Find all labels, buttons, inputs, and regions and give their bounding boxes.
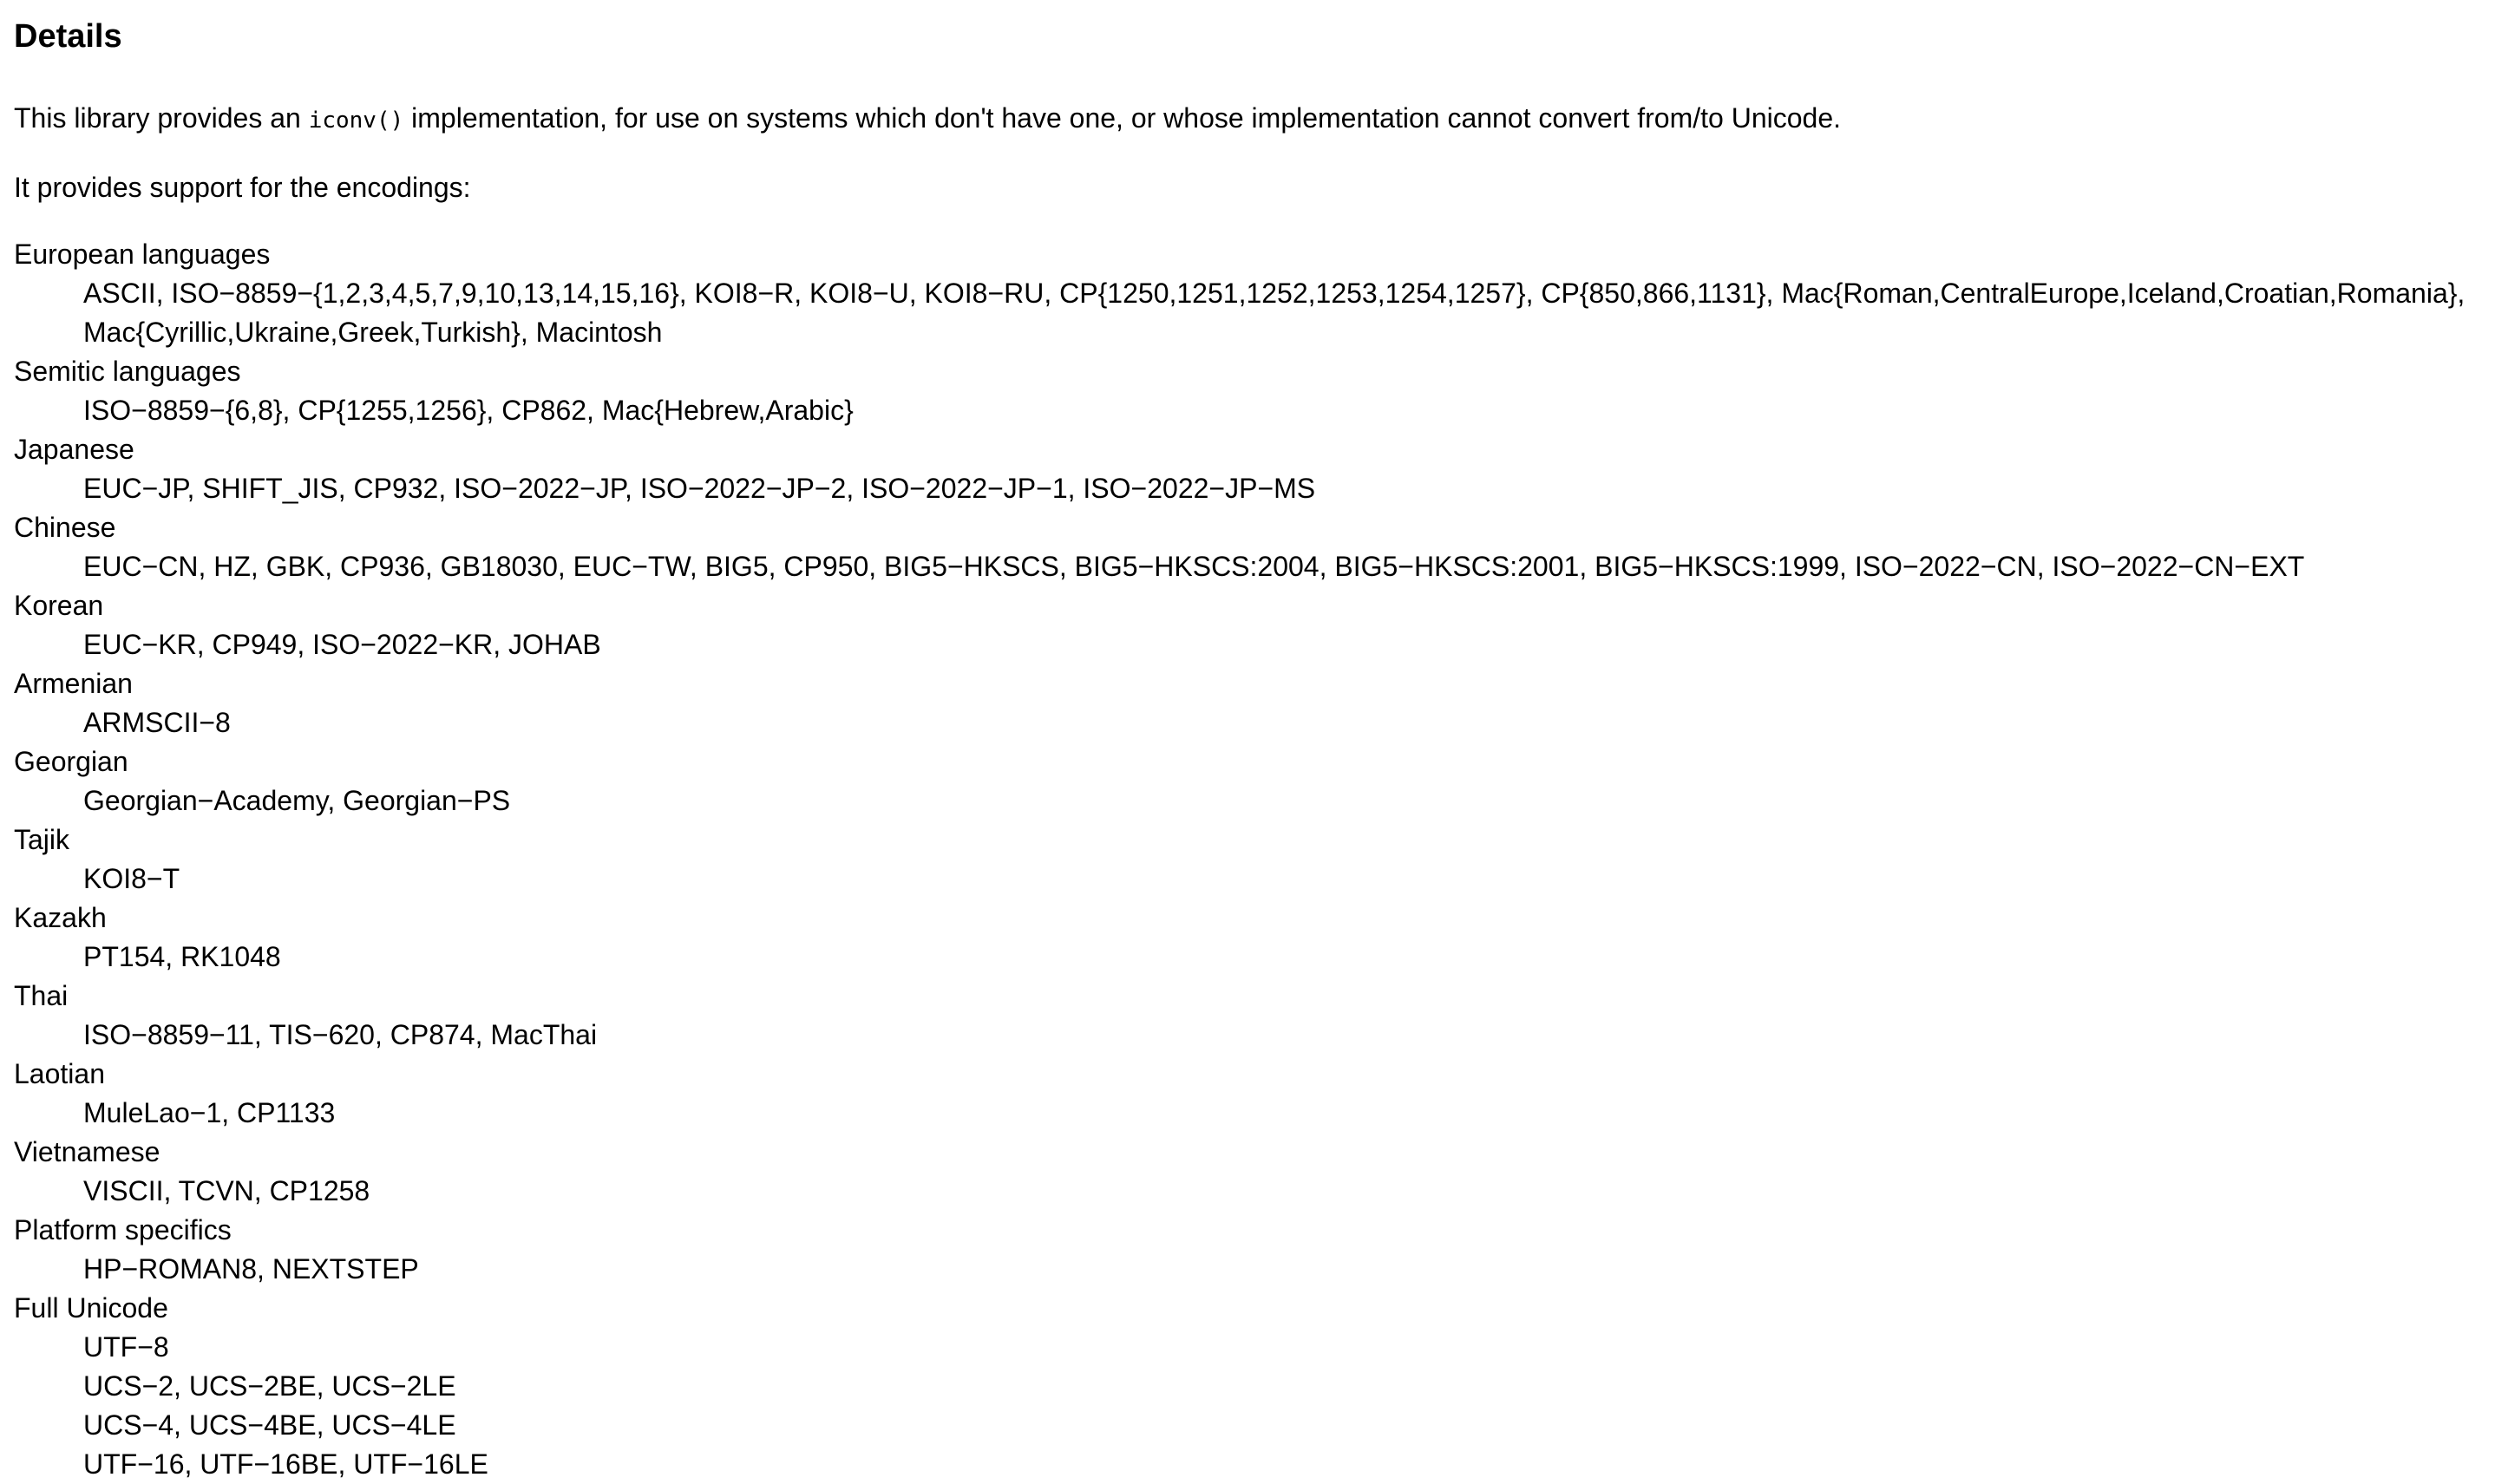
encoding-group-items: HP−ROMAN8, NEXTSTEP: [83, 1253, 419, 1285]
encoding-group-items: MuleLao−1, CP1133: [83, 1097, 336, 1128]
encoding-group-items: EUC−KR, CP949, ISO−2022−KR, JOHAB: [83, 629, 601, 660]
encoding-group-term: Chinese: [14, 512, 116, 543]
encoding-group-term: Vietnamese: [14, 1136, 160, 1167]
encoding-group-items: KOI8−T: [83, 863, 180, 894]
encoding-group-term: Full Unicode: [14, 1292, 168, 1324]
encoding-group-items: UCS−4, UCS−4BE, UCS−4LE: [83, 1409, 456, 1441]
encoding-group-term: Georgian: [14, 746, 128, 777]
encoding-group-term: Japanese: [14, 434, 134, 465]
encoding-group-term: Semitic languages: [14, 356, 241, 387]
encoding-group-term: Korean: [14, 590, 104, 621]
encoding-group-items: VISCII, TCVN, CP1258: [83, 1175, 370, 1206]
details-page: [0, 12, 2495, 1480]
encoding-group-items: EUC−CN, HZ, GBK, CP936, GB18030, EUC−TW, BIG5, CP950, BIG5−HKSCS, BIG5−HKSCS:2004, BIG5−HKSCS:2001, BIG5−HKSCS:1999, ISO−2022−CN, ISO−2022−CN−EXT: [83, 551, 2305, 582]
encoding-group-term: Platform specifics: [14, 1214, 232, 1245]
encoding-group-term: European languages: [14, 239, 271, 270]
encoding-group-items: EUC−JP, SHIFT_JIS, CP932, ISO−2022−JP, ISO−2022−JP−2, ISO−2022−JP−1, ISO−2022−JP−MS: [83, 473, 1316, 504]
section-heading: Details: [14, 18, 122, 55]
encoding-group-items: UTF−16, UTF−16BE, UTF−16LE: [83, 1448, 488, 1480]
intro-paragraph: [14, 99, 2481, 141]
encoding-group-items: Georgian−Academy, Georgian−PS: [83, 785, 511, 816]
encoding-group-items: PT154, RK1048: [83, 941, 281, 972]
encoding-group-term: Armenian: [14, 668, 133, 699]
intro-text-before: This library provides an: [14, 102, 309, 134]
support-paragraph: It provides support for the encodings:: [14, 172, 471, 203]
encoding-group-items: UTF−8: [83, 1331, 169, 1363]
encoding-group-items: ARMSCII−8: [83, 707, 231, 738]
encoding-group-term: Laotian: [14, 1058, 105, 1089]
encoding-group-term: Kazakh: [14, 902, 107, 933]
encoding-group-items: ISO−8859−11, TIS−620, CP874, MacThai: [83, 1019, 598, 1050]
encoding-group-items: ASCII, ISO−8859−{1,2,3,4,5,7,9,10,13,14,15,16}, KOI8−R, KOI8−U, KOI8−RU, CP{1250,1251,1252,1253,1254,1257}, CP{850,866,1131}, Mac{Roman,CentralEurope,Iceland,Croatian,Romania}, Mac{Cyrillic,Ukraine,Greek,Turkish}, Macintosh: [83, 278, 2466, 348]
encoding-group-term: Tajik: [14, 824, 70, 855]
encoding-group-items: ISO−8859−{6,8}, CP{1255,1256}, CP862, Mac{Hebrew,Arabic}: [83, 395, 854, 426]
encoding-group-term: Thai: [14, 980, 69, 1011]
iconv-code: iconv(): [308, 108, 404, 134]
encoding-group-items: UCS−2, UCS−2BE, UCS−2LE: [83, 1370, 456, 1402]
intro-text-after: implementation, for use on systems which don't have one, or whose implementation cannot convert from/to Unicode.: [403, 102, 1841, 134]
encoding-definition-list: [14, 235, 2481, 1484]
